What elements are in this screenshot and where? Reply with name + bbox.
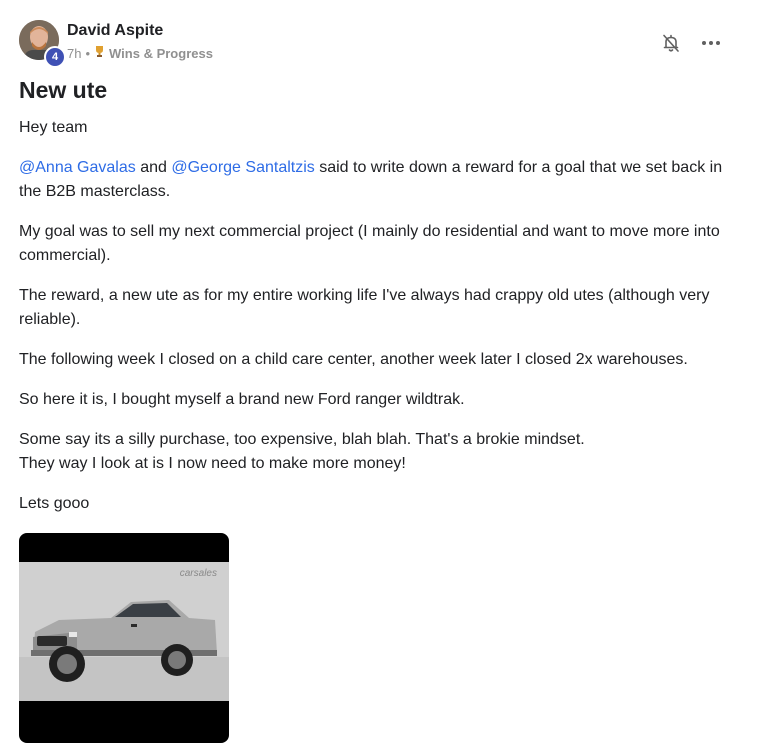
post-paragraph-following: The following week I closed on a child care center, another week later I closed 2x warehouses. [19,351,688,368]
ute-photo [19,562,229,701]
post-line-silly: Some say its a silly purchase, too expensive, blah blah. That's a brokie mindset. [19,431,585,448]
post-paragraph-goal: My goal was to sell my next commercial project (I mainly do residential and want to move more into commercial). [19,223,720,264]
post-paragraph-lets: Lets gooo [19,495,90,512]
post-paragraph-reward: The reward, a new ute as for my entire working life I've always had crappy old utes (although very reliable). [19,287,710,328]
trophy-icon [94,46,105,61]
post-paragraph-greeting: Hey team [19,119,88,136]
post-paragraph-mindset [19,428,734,476]
level-badge: 4 [44,46,66,68]
more-horizontal-icon[interactable] [699,32,723,54]
mention-joiner: and [135,159,172,176]
mention-anna-gavalas[interactable]: @Anna Gavalas [19,159,136,176]
post-line-way: They way I look at is I now need to make more money! [19,455,406,472]
post-paragraph-mentions [19,156,734,204]
post-title: New ute [19,77,108,103]
mention-rest-text: said to write down a reward for a goal that we set back in the B2B masterclass. [19,159,723,200]
bell-off-icon[interactable] [660,32,682,54]
meta-separator: • [85,46,91,61]
image-attachment[interactable] [19,533,229,743]
post-meta [67,46,213,61]
car-image-icon [19,562,229,701]
category-link[interactable]: Wins & Progress [109,46,213,61]
author-avatar-wrap[interactable] [19,20,59,63]
image-watermark: carsales [179,568,217,579]
author-name[interactable]: David Aspite [67,22,164,39]
post-body [19,116,734,532]
post-paragraph-bought: So here it is, I bought myself a brand new Ford ranger wildtrak. [19,391,465,408]
mention-george-santaltzis[interactable]: @George Santaltzis [171,159,315,176]
post-time[interactable]: 7h [67,46,82,61]
